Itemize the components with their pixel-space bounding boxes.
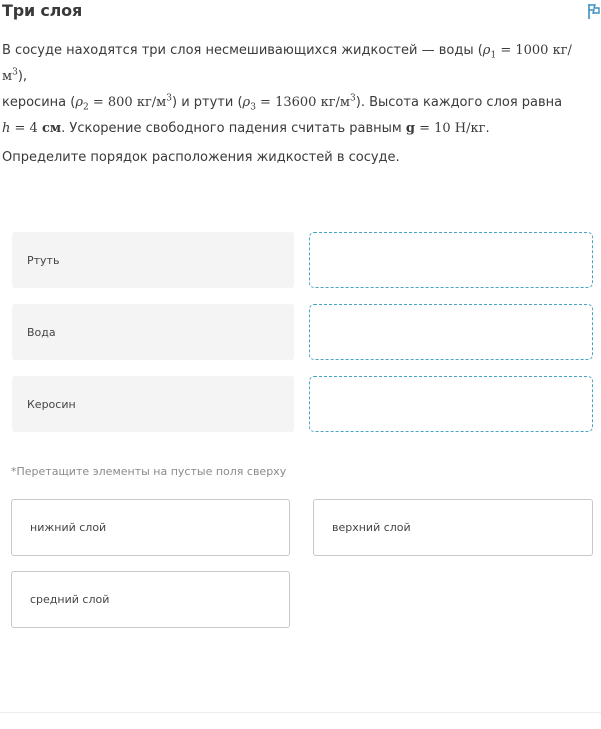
option-top-layer[interactable]: верхний слой [313,499,593,556]
label-water: Вода [12,304,294,360]
task-title: Три слоя [2,1,83,20]
question-text: Определите порядок расположения жидкостей в сосуде. [2,150,400,165]
drop-zone-water[interactable] [309,304,593,360]
option-bottom-layer[interactable]: нижний слой [11,499,290,556]
bottom-divider [0,712,601,713]
label-kerosene: Керосин [12,376,294,432]
problem-text: В сосуде находятся три слоя несмешивающихся жидкостей — воды ($\rho_1 = 1000$ $кг/м^3$), керосина ($\rho_2 = 800$ $кг/м^3$) и ртути ($\rho_3 = 13600$ $кг/м^3$). Высота каждого слоя равна h = 4 см. Ускорение свободного падения считать равным g = 10 Н/кг. [2,43,572,136]
option-middle-layer[interactable]: средний слой [11,571,290,628]
drop-zone-mercury[interactable] [309,232,593,288]
drop-zone-kerosene[interactable] [309,376,593,432]
drag-hint: *Перетащите элементы на пустые поля сверху [11,465,287,478]
flag-icon[interactable] [587,2,601,20]
label-mercury: Ртуть [12,232,294,288]
